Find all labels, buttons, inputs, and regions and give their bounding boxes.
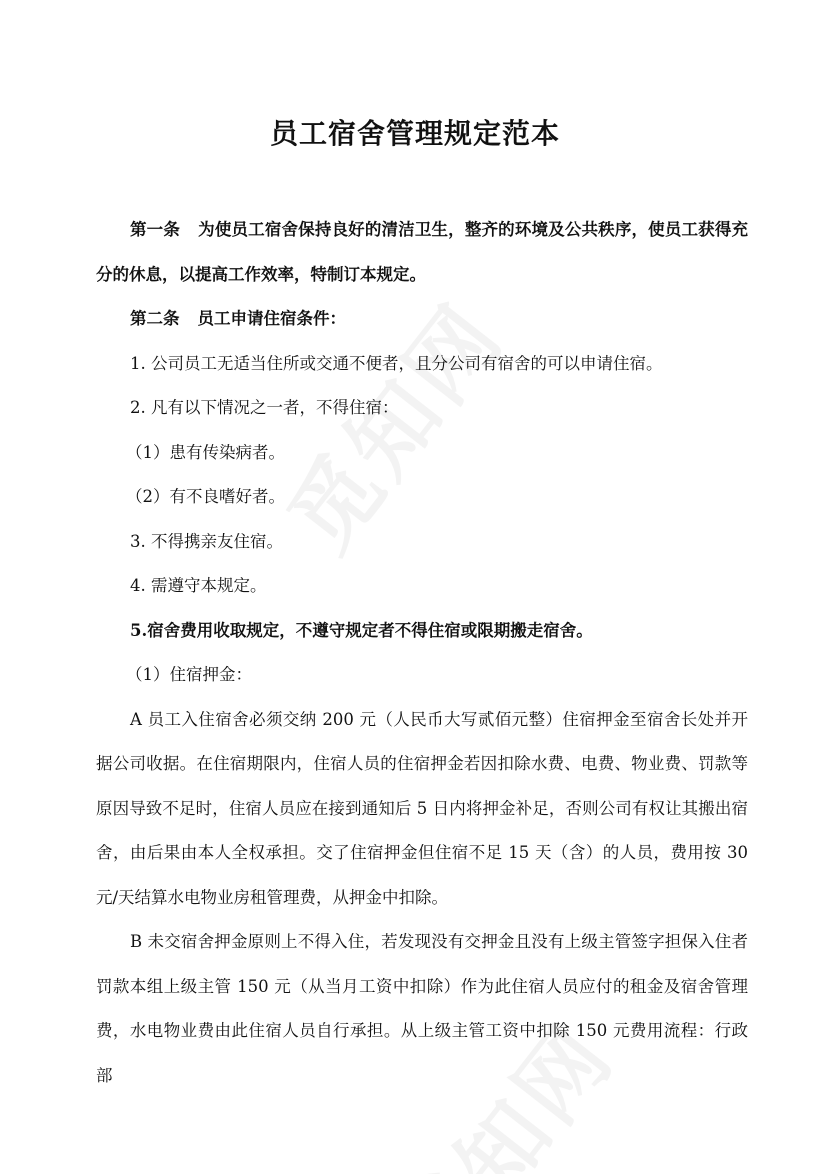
article-2-label: 第二条 xyxy=(130,309,180,328)
list-item-2: 2. 凡有以下情况之一者，不得住宿： xyxy=(130,398,399,417)
document-title: 员工宿舍管理规定范本 xyxy=(269,117,560,150)
list-item-1: 1. 公司员工无适当住所或交通不便者，且分公司有宿舍的可以申请住宿。 xyxy=(130,353,663,373)
article-2 xyxy=(96,297,748,342)
paragraph-b: B 未交宿舍押金原则上不得入住，若发现没有交押金且没有上级主管签字担保入住者罚款本组上级主管 150 元（从当月工资中扣除）作为此住宿人员应付的租金及宿舍管理费，水电物业费由此住宿人员自行承担。从上级主管工资中扣除 150 元费用流程：行政部 xyxy=(96,932,748,1085)
list-item-4: 4. 需遵守本规定。 xyxy=(130,576,267,595)
article-1 xyxy=(96,208,748,297)
article-1-text: 为使员工宿舍保持良好的清洁卫生，整齐的环境及公共秩序，使员工获得充分的休息，以提高工作效率，特制订本规定。 xyxy=(96,220,748,284)
article-1-label: 第一条 xyxy=(130,220,180,239)
article-2-text: 员工申请住宿条件： xyxy=(197,309,346,328)
document-body xyxy=(96,208,748,1098)
list-item-3: 3. 不得携亲友住宿。 xyxy=(130,531,283,551)
list-subitem-5-1: （1）住宿押金： xyxy=(126,665,252,684)
list-subitem-2-2: （2）有不良嗜好者。 xyxy=(126,487,285,506)
list-item-5: 5.宿舍费用收取规定，不遵守规定者不得住宿或限期搬走宿舍。 xyxy=(130,620,593,640)
paragraph-a: A 员工入住宿舍必须交纳 200 元（人民币大写贰佰元整）住宿押金至宿舍长处并开据公司收据。在住宿期限内，住宿人员的住宿押金若因扣除水费、电费、物业费、罚款等原因导致不足时，住宿人员应在接到通知后 5 日内将押金补足，否则公司有权让其搬出宿舍，由后果由本人全权承担。交了住宿押金但住宿不足 15 天（含）的人员，费用按 30 元/天结算水电物业房租管理费，从押金中扣除。 xyxy=(96,709,748,907)
list-subitem-2-1: （1）患有传染病者。 xyxy=(126,442,285,462)
